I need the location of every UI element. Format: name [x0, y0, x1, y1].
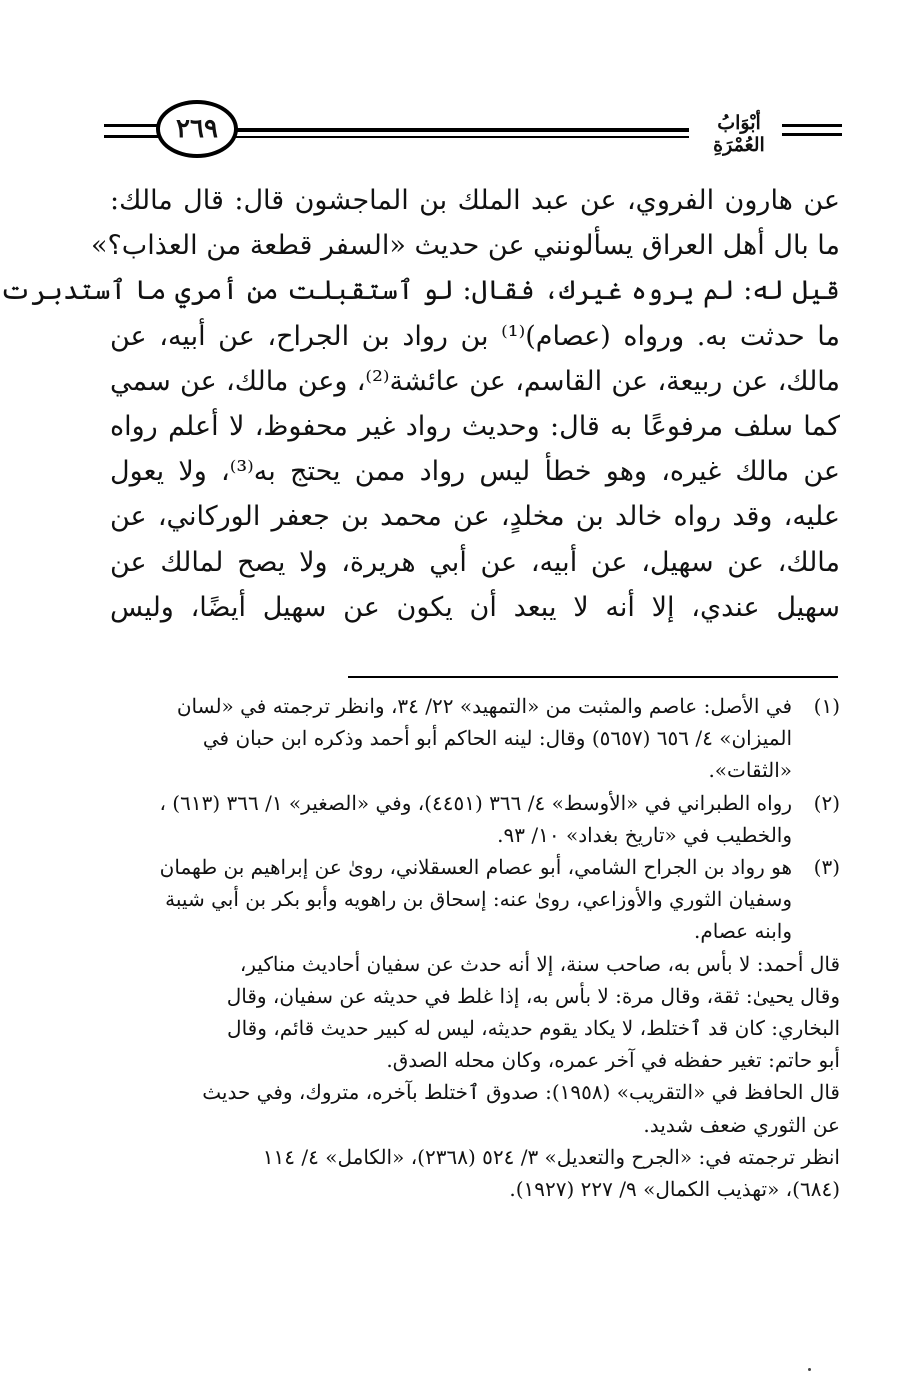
- scan-speck: [808, 1368, 811, 1371]
- footnote-line: في الأصل: عاصم والمثبت من «التمهيد» ٢٢/ ٣٤، وانظر ترجمته في «لسان: [176, 694, 792, 718]
- header-rule-right: [782, 124, 842, 136]
- footnote-line: وسفيان الثوري والأوزاعي، روىٰ عنه: إسحاق بن راهويه وأبو بكر بن أبي شيبة: [165, 887, 792, 912]
- footnote-line: البخاري: كان قد ٱختلط، لا يكاد يقوم حديثه، ليس له كبير حديث قائم، وقال: [227, 1016, 840, 1041]
- footnote-line: قال الحافظ في «التقريب» (١٩٥٨): صدوق ٱختلط بآخره، متروك، وفي حديث: [202, 1080, 840, 1105]
- text-line: ما بال أهل العراق يسألونني عن حديث «السفر قطعة من العذاب؟»: [90, 230, 840, 262]
- header-rule-main-thin: [234, 136, 689, 138]
- footnote-line: عن الثوري ضعف شديد.: [643, 1112, 840, 1137]
- footnote-line: هو رواد بن الجراح الشامي، أبو عصام العسقلاني، روىٰ عن إبراهيم بن طهمان: [159, 855, 792, 880]
- page-number: ٢٦٩: [156, 100, 238, 158]
- header-rule-left: [104, 124, 160, 138]
- footnote-line: والخطيب في «تاريخ بغداد» ١٠/ ٩٣.: [497, 822, 792, 847]
- footnote-line: قال أحمد: لا بأس به، صاحب سنة، إلا أنه حدث عن سفيان أحاديث مناكير،: [239, 951, 840, 976]
- text-line: عليه، وقد رواه خالد بن مخلدٍ، عن محمد بن جعفر الوركاني، عن: [110, 501, 840, 533]
- footnotes: [110, 690, 840, 1205]
- footnote-line: الميزان» ٤/ ٦٥٦ (٥٦٥٧) وقال: لينه الحاكم أبو أحمد وذكره ابن حبان في: [202, 726, 792, 751]
- footnote-line: رواه الطبراني في «الأوسط» ٤/ ٣٦٦ (٤٤٥١)، وفي «الصغير» ١/ ٣٦٦ (٦١٣) ،: [159, 790, 792, 815]
- text-line: مالك، عن سهيل، عن أبيه، عن أبي هريرة، ولا يصح لمالك عن: [110, 546, 840, 578]
- footnote-line: «الثقات».: [708, 758, 792, 783]
- footnote-line: أبو حاتم: تغير حفظه في آخر عمره، وكان محله الصدق.: [386, 1048, 840, 1073]
- footnote-line: انظر ترجمته في: «الجرح والتعديل» ٣/ ٥٢٤ (٢٣٦٨)، «الكامل» ٤/ ١١٤: [262, 1144, 840, 1169]
- footnote-2: [110, 787, 840, 851]
- footnote-line: (٦٨٤)، «تهذيب الكمال» ٩/ ٢٢٧ (١٩٢٧).: [509, 1177, 840, 1202]
- text-line: عن مالك غيره، وهو خطأ ليس رواد ممن يحتج به⁽³⁾، ولا يعول: [110, 456, 840, 488]
- footnote-number: (١): [813, 694, 840, 718]
- footnote-separator: [348, 676, 838, 678]
- page-header: [104, 98, 842, 170]
- running-title: أبْوَابُ العُمْرَةِ: [713, 112, 765, 156]
- text-line: مالك، عن ربيعة، عن القاسم، عن عائشة⁽²⁾، وعن مالك، عن سمي: [110, 365, 840, 397]
- footnote-number: (٣): [813, 855, 840, 880]
- text-line: قيل له: لم يروه غيرك، فقال: لو ٱستقبلت من أمري ما ٱستدبرت: [0, 275, 840, 307]
- header-rule-main: [234, 128, 689, 132]
- text-line: ما حدثت به. ورواه (عصام)⁽¹⁾ بن رواد بن الجراح، عن أبيه، عن: [110, 320, 840, 352]
- text-line: كما سلف مرفوعًا به قال: وحديث رواد غير محفوظ، لا أعلم رواه: [110, 411, 840, 443]
- footnote-line: وابنه عصام.: [693, 919, 792, 944]
- main-text: [0, 178, 840, 630]
- footnote-3: [110, 851, 840, 1205]
- text-line: عن هارون الفروي، عن عبد الملك بن الماجشون قال: قال مالك:: [110, 185, 840, 216]
- footnote-1: [110, 690, 840, 787]
- footnote-number: (٢): [813, 790, 840, 815]
- text-line: سهيل عندي، إلا أنه لا يبعد أن يكون عن سهيل أيضًا، وليس: [110, 591, 840, 623]
- footnote-line: وقال يحيىٰ: ثقة، وقال مرة: لا بأس به، إذا غلط في حديثه عن سفيان، وقال: [226, 983, 840, 1008]
